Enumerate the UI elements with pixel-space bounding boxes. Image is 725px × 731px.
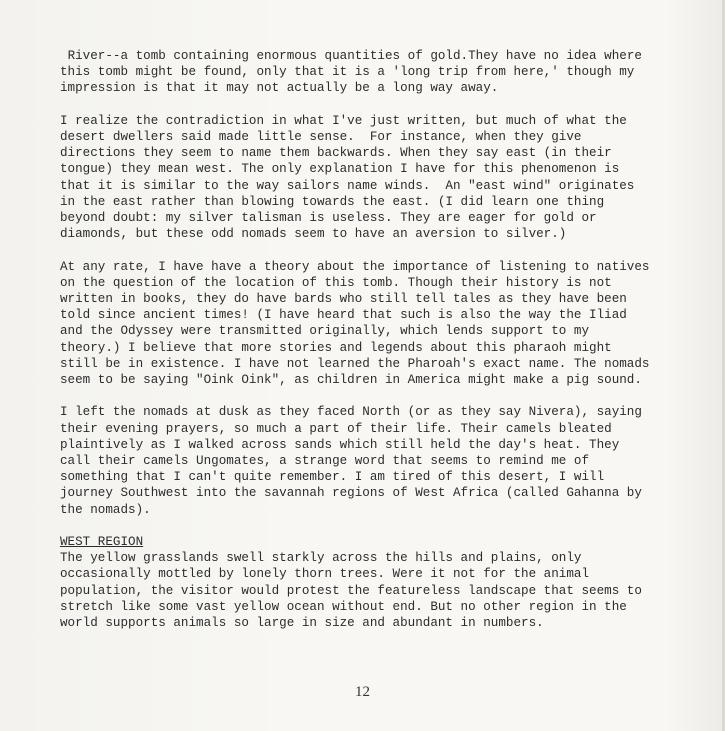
section-heading-west-region: WEST REGION: [60, 535, 144, 550]
section-body-west-region: The yellow grasslands swell starkly across the hills and plains, only occasionally mottled by lonely thorn trees. Were it not for the animal population, the visitor would protest the featureless landscape that seems to stretch like some vast yellow ocean without end. But no other region in the world supports animals so large in size and abundant in numbers.: [60, 551, 642, 631]
paragraph-3: At any rate, I have have a theory about the importance of listening to natives on the question of the location of this tomb. Though their history is not written in books, they do have bards who still tell tales as they have been told since ancient times! (I have heard that such is also the way the Iliad and the Odyssey were transmitted originally, which lends support to my theory.) I believe that more stories and legends about this pharaoh might still be in existence. I have not learned the Pharoah's exact name. The nomads seem to be saying "Oink Oink", as children in America might make a pig sound.: [60, 259, 650, 388]
page-text: [60, 48, 690, 631]
paragraph-4: I left the nomads at dusk as they faced North (or as they say Nivera), saying their evening prayers, so much a part of their life. Their camels bleated plaintively as I walked across sands which still held the day's heat. They call their camels Ungomates, a strange word that seems to remind me of something that I can't quite remember. I am tired of this desert, I will journey Southwest into the savannah regions of West Africa (called Gahanna by the nomads).: [60, 405, 642, 517]
page-number: 12: [355, 684, 370, 700]
paragraph-2: I realize the contradiction in what I've just written, but much of what the desert dwellers said made little sense. For instance, when they give directions they seem to name them backwards. When they say east (in their tongue) they mean west. The only explanation I have for this phenomenon is that it is similar to the way sailors name winds. An "east wind" originates in the east rather than blowing towards the east. (I did learn one thing beyond doubt: my silver talisman is useless. They are eager for gold or diamonds, but these odd nomads seem to have an aversion to silver.): [60, 113, 635, 242]
paragraph-1: River--a tomb containing enormous quantities of gold.They have no idea where this tomb might be found, only that it is a 'long trip from here,' though my impression is that it may not actually be a long way away.: [60, 49, 642, 96]
